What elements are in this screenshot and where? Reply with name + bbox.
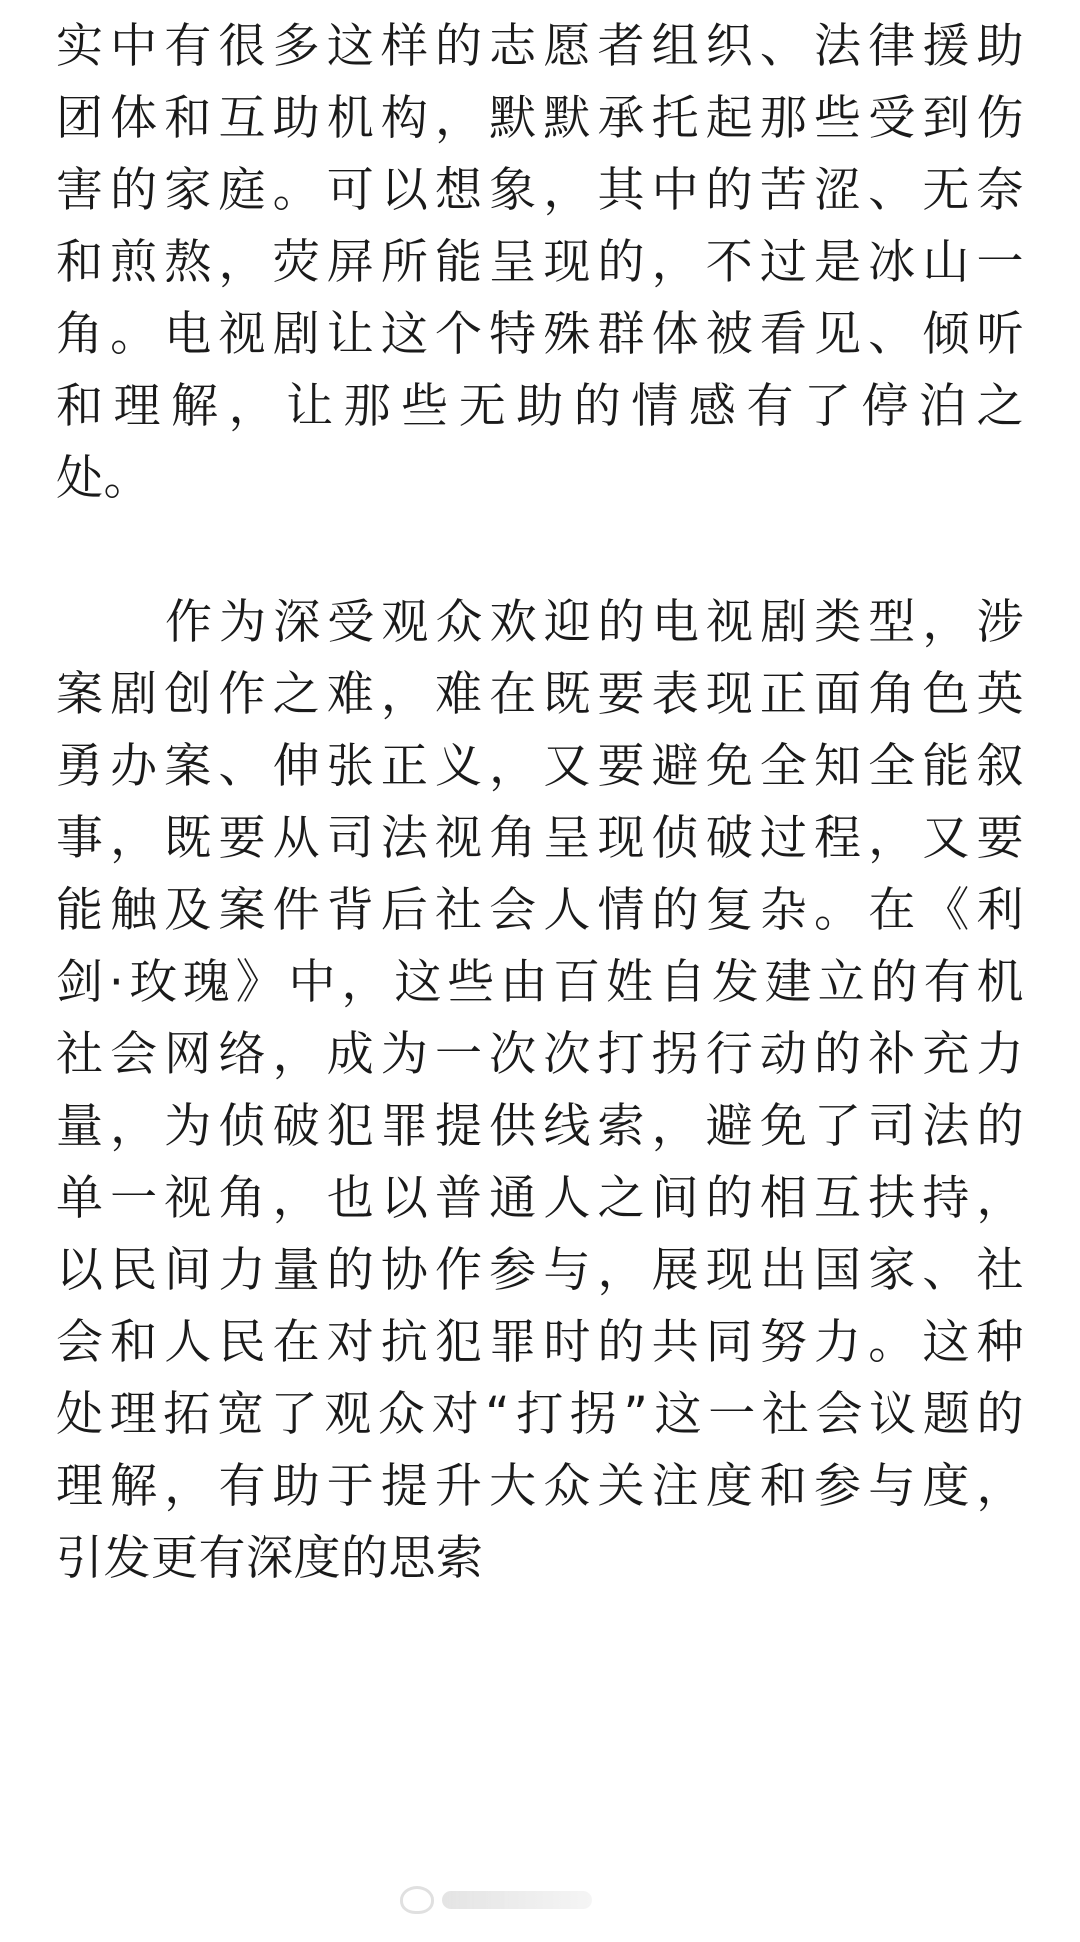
paragraph-2-line-8: 量，为侦破犯罪提供线索，避免了司法的 [56,1099,1024,1154]
paragraph-1-line-7: 处。 [56,451,151,506]
paragraph-2-line-12: 处理拓宽了观众对“打拐”这一社会议题的 [56,1387,1024,1442]
paragraph-1-line-3: 害的家庭。可以想象，其中的苦涩、无奈 [56,163,1024,218]
paragraph-2-line-2: 案剧创作之难，难在既要表现正面角色英 [56,667,1024,722]
paragraph-1-line-4: 和煎熬，荧屏所能呈现的，不过是冰山一 [56,235,1024,290]
paragraph-2-line-11: 会和人民在对抗犯罪时的共同努力。这种 [56,1315,1024,1370]
paragraph-2-line-5: 能触及案件背后社会人情的复杂。在《利 [56,883,1024,938]
paragraph-2-line-7: 社会网络，成为一次次打拐行动的补充力 [56,1027,1024,1082]
paragraph-1-line-6: 和理解，让那些无助的情感有了停泊之 [56,379,1024,434]
paragraph-1-line-2: 团体和互助机构，默默承托起那些受到伤 [56,91,1024,146]
watermark-logo-icon [400,1886,434,1914]
paragraph-2-line-13: 理解，有助于提升大众关注度和参与度， [56,1459,1024,1514]
paragraph-1-line-1: 实中有很多这样的志愿者组织、法律援助 [56,19,1024,74]
paragraph-1-line-5: 角。电视剧让这个特殊群体被看见、倾听 [56,307,1024,362]
watermark [400,1878,660,1922]
paragraph-2-line-3: 勇办案、伸张正义，又要避免全知全能叙 [56,739,1024,794]
paragraph-2-line-6: 剑·玫瑰》中，这些由百姓自发建立的有机 [56,955,1024,1010]
paragraph-2-line-1: 作为深受观众欢迎的电视剧类型，涉 [165,595,1024,650]
paragraph-2-line-9: 单一视角，也以普通人之间的相互扶持， [56,1171,1024,1226]
paragraph-2-line-4: 事，既要从司法视角呈现侦破过程，又要 [56,811,1024,866]
watermark-text-blur [442,1891,592,1909]
paragraph-2-line-10: 以民间力量的协作参与，展现出国家、社 [56,1243,1024,1298]
paragraph-2-line-14: 引发更有深度的思索 [56,1531,484,1586]
